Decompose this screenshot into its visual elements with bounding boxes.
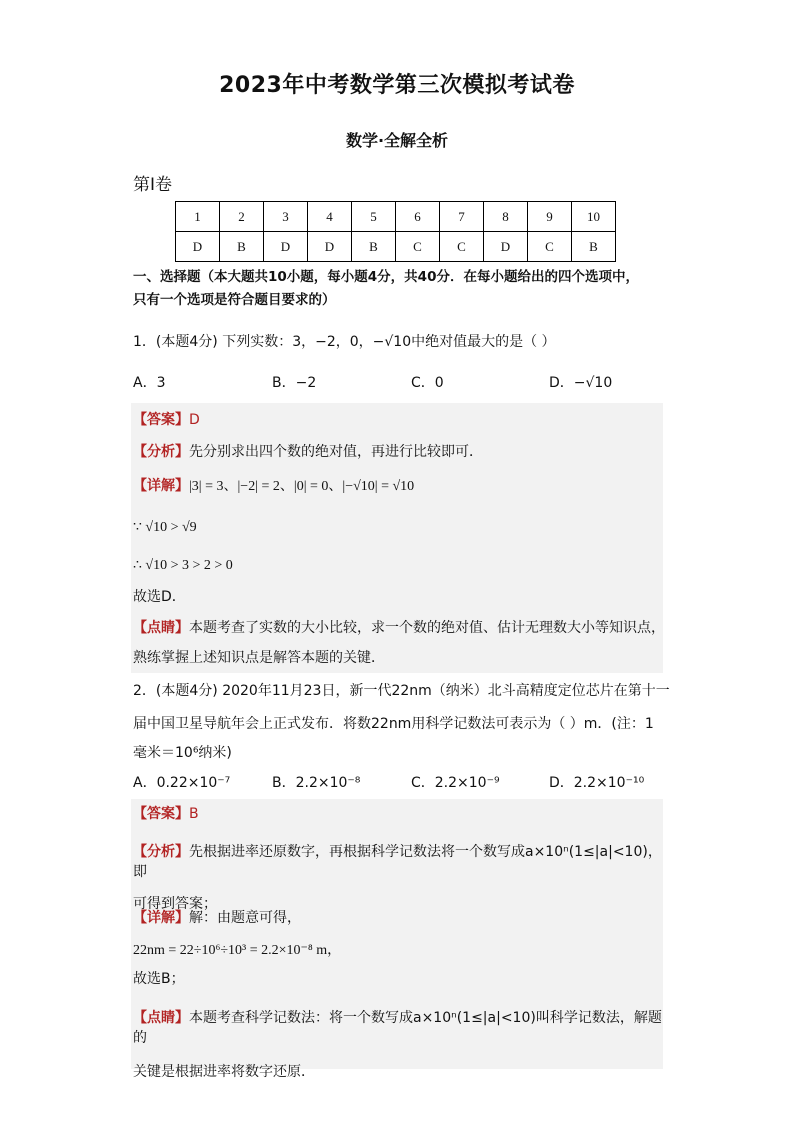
q2-detail-text: 解：由题意可得， bbox=[189, 910, 301, 926]
answer-table-cell: 3 bbox=[264, 202, 308, 232]
page-title: 2023年中考数学第三次模拟考试卷 bbox=[219, 73, 575, 98]
q2-answer-value: B bbox=[189, 806, 199, 822]
q1-option-a: A．3 bbox=[133, 375, 166, 391]
q1-detail-formula: |3| = 3、|−2| = 2、|0| = 0、|−√10| = √10 bbox=[189, 479, 415, 494]
answer-table-cell: 5 bbox=[352, 202, 396, 232]
q2-comment bbox=[133, 1008, 673, 1082]
answer-table-cell: B bbox=[572, 232, 616, 262]
q1-option-c: C．0 bbox=[411, 375, 444, 391]
answer-label: 【答案】 bbox=[133, 412, 189, 428]
q2-stem-line: 届中国卫星导航年会上正式发布．将数22nm用科学记数法可表示为（ ）m．(注：1 bbox=[133, 716, 654, 732]
q1-comment-line: 熟练掌握上述知识点是解答本题的关键． bbox=[133, 650, 385, 666]
answer-table-cell: C bbox=[440, 232, 484, 262]
answer-table-cell: 10 bbox=[572, 202, 616, 232]
q1-stem: 1．(本题4分) 下列实数：3，−2，0，−√10中绝对值最大的是（ ） bbox=[133, 334, 556, 350]
answer-table-cell: 7 bbox=[440, 202, 484, 232]
q1-conclusion: 故选D． bbox=[133, 589, 186, 605]
q1-option-d: D．−√10 bbox=[549, 375, 613, 391]
analysis-label: 【分析】 bbox=[133, 844, 189, 860]
q2-option-a: A．0.22×10⁻⁷ bbox=[133, 775, 231, 791]
answer-table bbox=[175, 201, 616, 262]
comment-label: 【点睛】 bbox=[133, 620, 189, 636]
answer-table-cell: D bbox=[176, 232, 220, 262]
answer-table-cell: C bbox=[396, 232, 440, 262]
q2-stem-line: 2．(本题4分) 2020年11月23日，新一代22nm（纳米）北斗高精度定位芯片在第十一 bbox=[133, 683, 670, 699]
answer-table-cell: 8 bbox=[484, 202, 528, 232]
comment-label: 【点睛】 bbox=[133, 1010, 189, 1026]
answer-table-cell: 4 bbox=[308, 202, 352, 232]
q1-detail bbox=[133, 476, 414, 497]
answer-table-cell: D bbox=[308, 232, 352, 262]
q2-analysis bbox=[133, 842, 673, 914]
volume-label: 第Ⅰ卷 bbox=[133, 175, 173, 195]
section-header-line: 只有一个选项是符合题目要求的） bbox=[133, 292, 336, 308]
q2-comment-line: 本题考查科学记数法：将一个数写成a×10ⁿ(1≤|a|<10)叫科学记数法，解题的 bbox=[133, 1010, 662, 1046]
detail-label: 【详解】 bbox=[133, 478, 189, 494]
q2-comment-line: 关键是根据进率将数字还原． bbox=[133, 1064, 315, 1080]
answer-table-cell: B bbox=[352, 232, 396, 262]
answer-label: 【答案】 bbox=[133, 806, 189, 822]
answer-table-cell: B bbox=[220, 232, 264, 262]
q1-option-b: B．−2 bbox=[272, 375, 317, 391]
q1-answer bbox=[133, 410, 200, 430]
answer-table-cell: D bbox=[264, 232, 308, 262]
answer-table-cell: 9 bbox=[528, 202, 572, 232]
q1-comment-line: 本题考查了实数的大小比较，求一个数的绝对值、估计无理数大小等知识点， bbox=[189, 620, 665, 636]
q2-option-d: D．2.2×10⁻¹⁰ bbox=[549, 775, 645, 791]
page-subtitle: 数学·全解全析 bbox=[345, 131, 449, 150]
answer-table-cell: 1 bbox=[176, 202, 220, 232]
q2-option-b: B．2.2×10⁻⁸ bbox=[272, 775, 361, 791]
section-header bbox=[133, 266, 673, 312]
answer-table-cell: 2 bbox=[220, 202, 264, 232]
answer-table-cell: D bbox=[484, 232, 528, 262]
q1-answer-value: D bbox=[189, 412, 200, 428]
section-header-line: 一、选择题（本大题共10小题，每小题4分，共40分．在每小题给出的四个选项中， bbox=[133, 269, 639, 285]
q2-stem bbox=[133, 681, 673, 763]
answer-table-cell: C bbox=[528, 232, 572, 262]
q2-detail bbox=[133, 908, 301, 928]
answer-table-cell: 6 bbox=[396, 202, 440, 232]
q2-answer bbox=[133, 804, 199, 824]
q2-analysis-line: 可得到答案； bbox=[133, 896, 217, 912]
q2-option-c: C．2.2×10⁻⁹ bbox=[411, 775, 500, 791]
q1-analysis-text: 先分别求出四个数的绝对值，再进行比较即可． bbox=[189, 444, 483, 460]
q2-conclusion: 故选B； bbox=[133, 971, 185, 987]
q2-formula: 22nm = 22÷10⁶÷10³ = 2.2×10⁻⁸ m， bbox=[133, 943, 342, 958]
answer-table-numbers-row bbox=[176, 202, 616, 232]
q2-analysis-line: 先根据进率还原数字，再根据科学记数法将一个数写成a×10ⁿ(1≤|a|<10)，即 bbox=[133, 844, 662, 880]
q1-analysis bbox=[133, 442, 483, 462]
analysis-label: 【分析】 bbox=[133, 444, 189, 460]
q2-stem-line: 毫米＝10⁶纳米) bbox=[133, 745, 232, 761]
q1-comment bbox=[133, 618, 673, 668]
q1-step2: ∴ √10 > 3 > 2 > 0 bbox=[133, 558, 233, 573]
answer-table-answers-row bbox=[176, 232, 616, 262]
q1-step1: ∵ √10 > √9 bbox=[133, 520, 197, 535]
detail-label: 【详解】 bbox=[133, 910, 189, 926]
